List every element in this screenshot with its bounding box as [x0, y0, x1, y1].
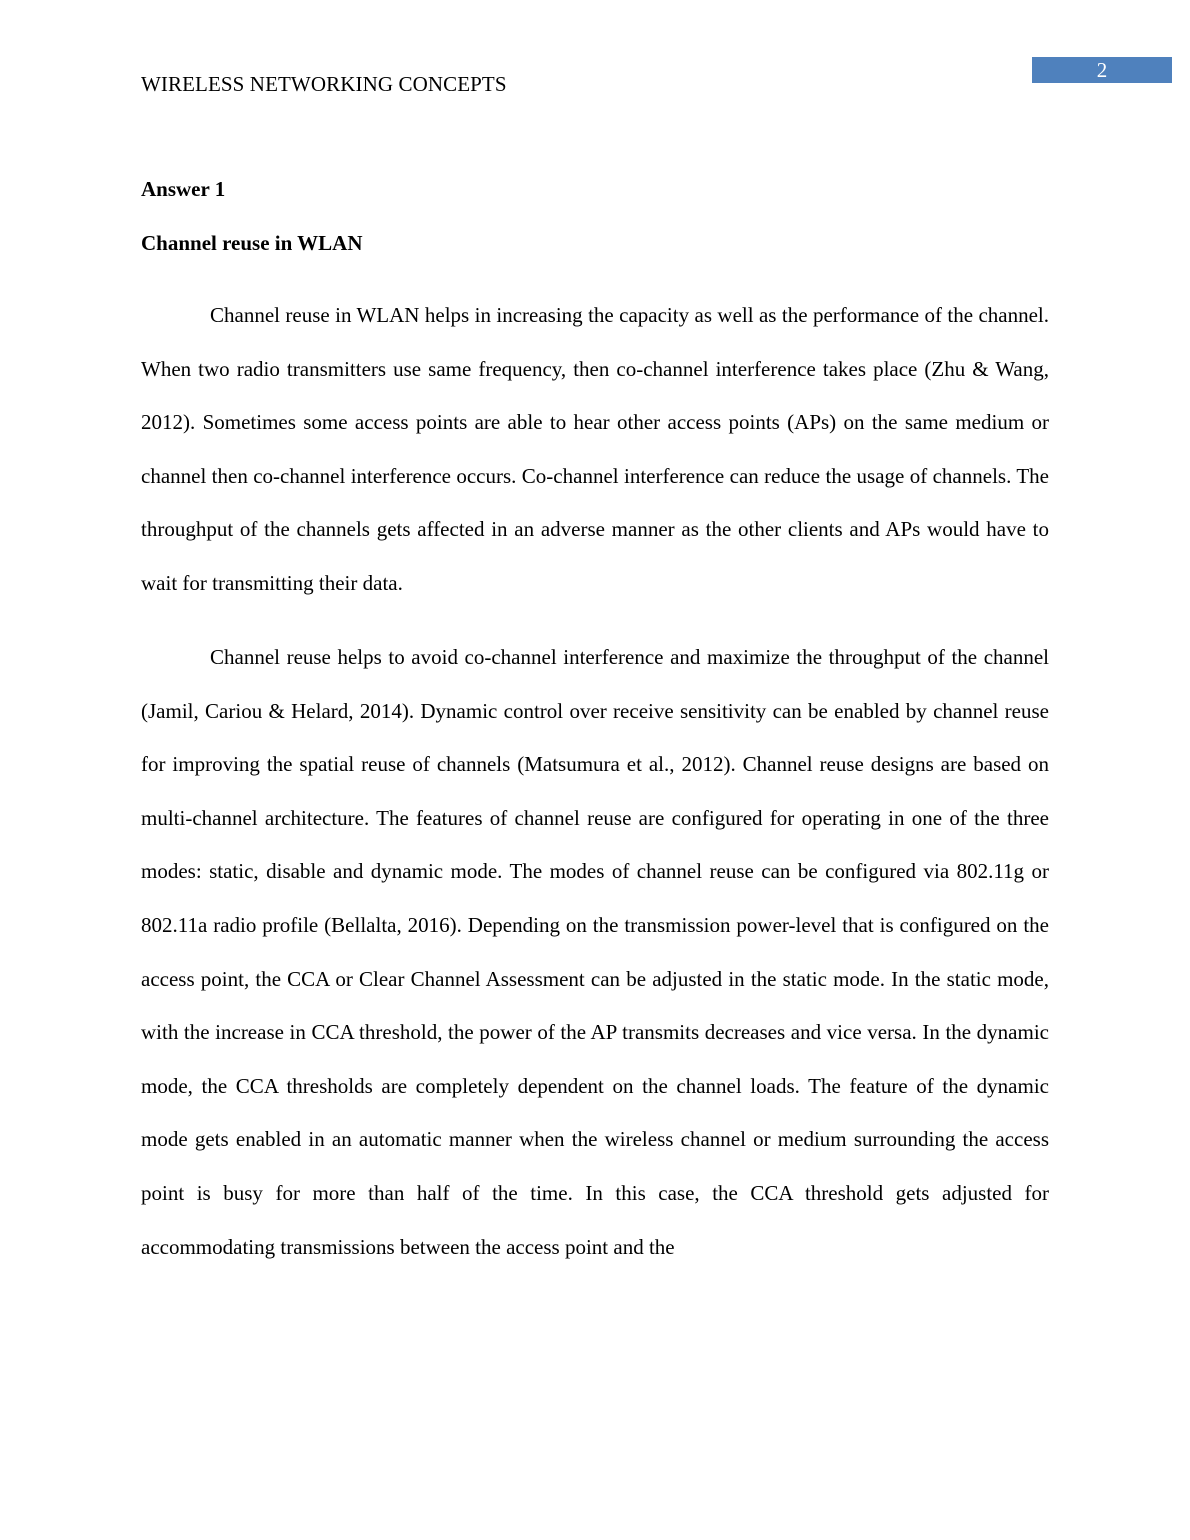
body-paragraph-2: Channel reuse helps to avoid co-channel interference and maximize the throughput of the channel (Jamil, Cariou & Helard, 2014). Dynamic control over receive sensitivity can be enabled by channel reuse for improving the spatial reuse of channels (Matsumura et al., 2012). Channel reuse designs are based on multi-channel architecture. The features of channel reuse are configured for operating in one of the three modes: static, disable and dynamic mode. The modes of channel reuse can be configured via 802.11g or 802.11a radio profile (Bellalta, 2016). Depending on the transmission power-level that is configured on the access point, the CCA or Clear Channel Assessment can be adjusted in the static mode. In the static mode, with the increase in CCA threshold, the power of the AP transmits decreases and vice versa. In the dynamic mode, the CCA thresholds are completely dependent on the channel loads. The feature of the dynamic mode gets enabled in an automatic manner when the wireless channel or medium surrounding the access point is busy for more than half of the time. In this case, the CCA threshold gets adjusted for accommodating transmissions between the access point and the: [141, 645, 1049, 1259]
section-heading: Channel reuse in WLAN: [141, 231, 363, 255]
running-head: WIRELESS NETWORKING CONCEPTS: [141, 72, 507, 96]
answer-heading: Answer 1: [141, 177, 226, 201]
body-paragraph-1: Channel reuse in WLAN helps in increasing the capacity as well as the performance of the channel. When two radio transmitters use same frequency, then co-channel interference takes place (Zhu & Wang, 2012). Sometimes some access points are able to hear other access points (APs) on the same medium or channel then co-channel interference occurs. Co-channel interference can reduce the usage of channels. The throughput of the channels gets affected in an adverse manner as the other clients and APs would have to wait for transmitting their data.: [141, 303, 1049, 595]
page-number: 2: [1032, 57, 1172, 83]
